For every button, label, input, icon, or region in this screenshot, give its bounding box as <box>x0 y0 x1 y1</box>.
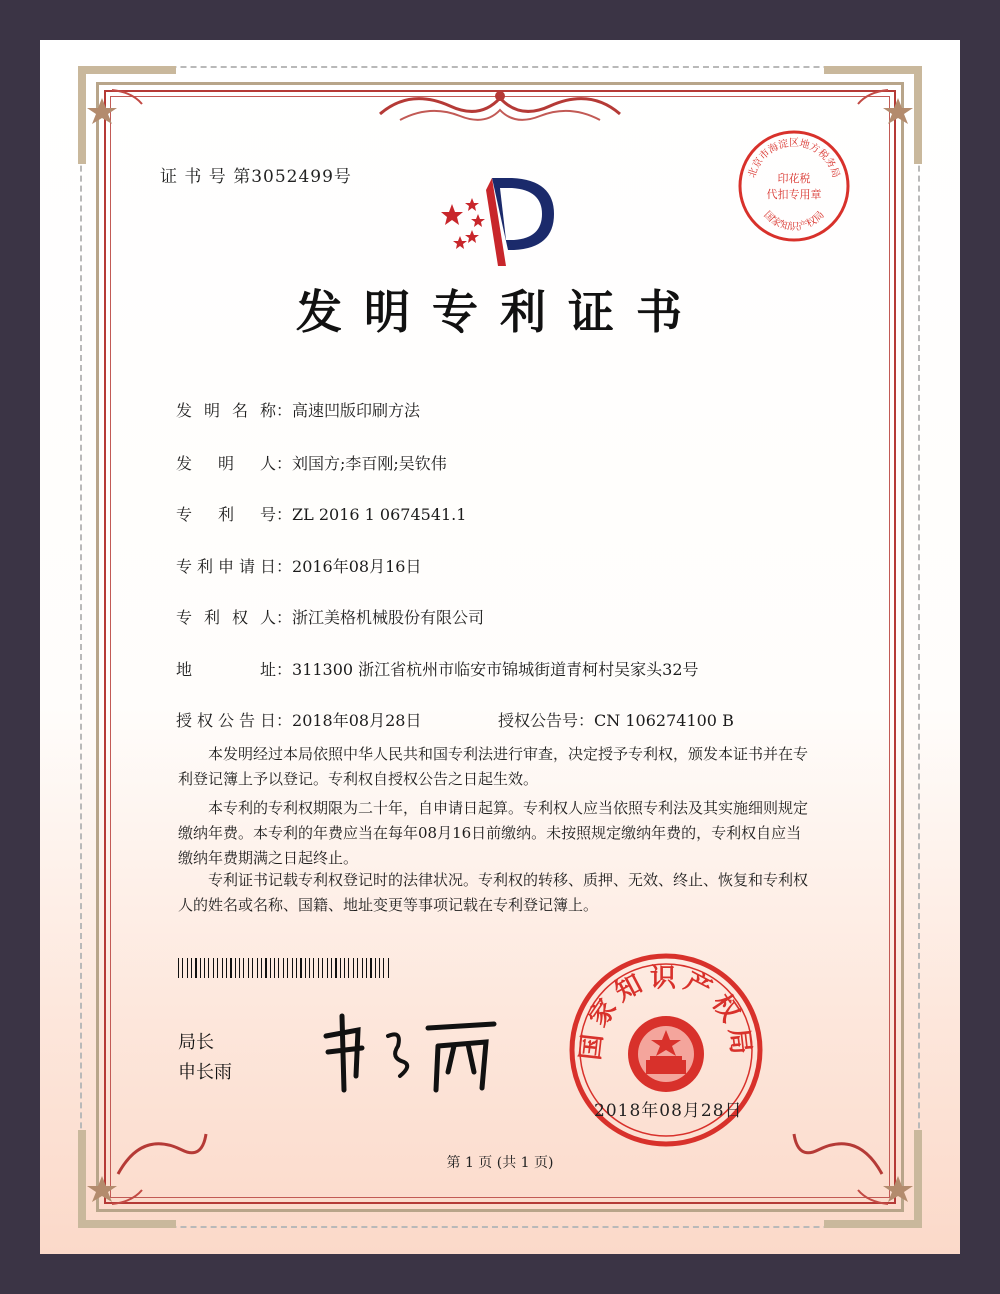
field-patentee: 专利权人：浙江美格机械股份有限公司 <box>176 605 484 628</box>
field-label: 专利号 <box>176 505 276 524</box>
official-seal-text: 国家知识产权局 <box>575 963 757 1062</box>
tax-stamp-bottom-text: 国家知识产权局 <box>761 209 827 233</box>
barcode-bar <box>283 958 284 978</box>
barcode-bar <box>187 958 188 978</box>
barcode-bar <box>318 958 319 978</box>
barcode-bar <box>278 958 279 978</box>
barcode-bar <box>344 958 345 978</box>
barcode-bar <box>309 958 310 978</box>
barcode-bar <box>287 958 288 978</box>
director-name: 申长雨 <box>178 1062 232 1083</box>
barcode-bar <box>300 958 302 978</box>
barcode-bar <box>257 958 258 978</box>
field-announcement-number: 授权公告号：CN 106274100 B <box>498 711 734 730</box>
top-scroll-ornament <box>370 84 630 130</box>
barcode-bar <box>383 958 384 978</box>
barcode-bar <box>388 958 389 978</box>
field-label: 专利申请日 <box>176 557 276 576</box>
field-patent-number: 专利号：ZL 2016 1 0674541.1 <box>176 502 466 525</box>
tax-stamp-mid-text: 印花税 <box>777 172 811 185</box>
barcode-bar <box>252 958 253 978</box>
field-label: 授权公告号 <box>498 711 579 730</box>
barcode-bar <box>261 958 262 978</box>
barcode-bar <box>265 958 267 978</box>
barcode-bar <box>178 958 179 978</box>
field-value: 2018年08月28日 <box>292 711 422 730</box>
barcode-bar <box>274 958 275 978</box>
barcode-bar <box>248 958 249 978</box>
barcode <box>178 958 394 978</box>
field-invention-name: 发明名称：高速凹版印刷方法 <box>176 398 420 421</box>
barcode-bar <box>327 958 328 978</box>
paragraph-grant: 本发明经过本局依照中华人民共和国专利法进行审查，决定授予专利权，颁发本证书并在专利登记簿上予以登记。专利权自授权公告之日起生效。 <box>178 745 809 788</box>
field-value: ZL 2016 1 0674541.1 <box>292 505 467 524</box>
barcode-bar <box>195 958 197 978</box>
barcode-bar <box>366 958 367 978</box>
field-label: 专利权人 <box>176 608 276 627</box>
field-grant-date: 授权公告日：2018年08月28日 <box>176 708 421 731</box>
barcode-bar <box>226 958 227 978</box>
barcode-bar <box>305 958 306 978</box>
barcode-bar <box>322 958 323 978</box>
barcode-bar <box>182 958 183 978</box>
barcode-bar <box>270 958 271 978</box>
barcode-bar <box>370 958 372 978</box>
field-label: 授权公告日 <box>176 711 276 730</box>
patent-office-logo <box>430 170 560 270</box>
field-inventors: 发明人：刘国方;李百刚;吴钦伟 <box>176 451 447 474</box>
barcode-bar <box>379 958 380 978</box>
barcode-bar <box>313 958 314 978</box>
field-label: 地址 <box>176 660 276 679</box>
paragraph-term: 本专利的专利权期限为二十年，自申请日起算。专利权人应当依照专利法及其实施细则规定缴纳年费。本专利的年费应当在每年08月16日前缴纳。未按照规定缴纳年费的，专利权自应当缴纳年费期满之日起终止。 <box>178 799 809 867</box>
field-value: CN 106274100 B <box>594 711 734 730</box>
barcode-bar <box>353 958 354 978</box>
barcode-bar <box>208 958 209 978</box>
director-signature <box>318 1006 508 1096</box>
field-value: 刘国方;李百刚;吴钦伟 <box>292 454 447 473</box>
barcode-bar <box>213 958 214 978</box>
barcode-bar <box>348 958 349 978</box>
field-label: 发明人 <box>176 454 276 473</box>
barcode-bar <box>375 958 376 978</box>
page-number: 第 1 页 (共 1 页) <box>446 1155 554 1171</box>
barcode-bar <box>235 958 236 978</box>
certificate-number: 证 书 号 第3052499号 <box>160 167 352 187</box>
barcode-bar <box>362 958 363 978</box>
field-value: 浙江美格机械股份有限公司 <box>292 608 485 627</box>
paragraph-legal-status: 专利证书记载专利权登记时的法律状况。专利权的转移、质押、无效、终止、恢复和专利权人的姓名或名称、国籍、地址变更等事项记载在专利登记簿上。 <box>178 871 809 914</box>
barcode-bar <box>217 958 218 978</box>
issue-date: 2018年08月28日 <box>594 1101 743 1121</box>
barcode-bar <box>200 958 201 978</box>
barcode-bar <box>230 958 232 978</box>
barcode-bar <box>239 958 240 978</box>
barcode-bar <box>204 958 205 978</box>
corner-ornament-top-left <box>72 60 182 170</box>
field-value: 2016年08月16日 <box>292 557 422 576</box>
barcode-bar <box>357 958 358 978</box>
barcode-bar <box>335 958 337 978</box>
barcode-bar <box>296 958 297 978</box>
field-label: 发明名称 <box>176 401 276 420</box>
certificate-title: 发明专利证书 <box>296 285 704 339</box>
field-value: 311300 浙江省杭州市临安市锦城街道青柯村吴家头32号 <box>292 660 699 679</box>
barcode-bar <box>331 958 332 978</box>
tax-stamp-mid-text2: 代扣专用章 <box>766 188 822 201</box>
tax-stamp <box>736 128 852 244</box>
barcode-bar <box>292 958 293 978</box>
tax-stamp-top-text: 北京市海淀区地方税务局 <box>746 138 842 180</box>
field-value: 高速凹版印刷方法 <box>292 401 421 420</box>
director-title: 局长 <box>178 1032 214 1053</box>
field-address: 地址：311300 浙江省杭州市临安市锦城街道青柯村吴家头32号 <box>176 657 699 680</box>
national-emblem-icon <box>628 1016 704 1092</box>
field-application-date: 专利申请日：2016年08月16日 <box>176 554 421 577</box>
barcode-bar <box>243 958 244 978</box>
barcode-bar <box>340 958 341 978</box>
barcode-bar <box>191 958 192 978</box>
barcode-bar <box>222 958 223 978</box>
